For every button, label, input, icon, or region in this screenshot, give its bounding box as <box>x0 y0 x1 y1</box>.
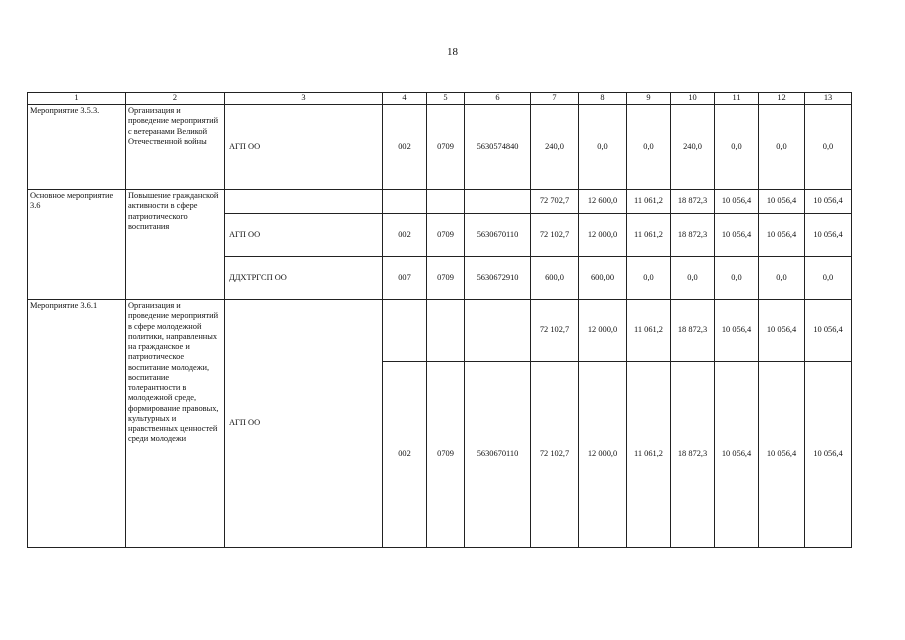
cell: 18 872,3 <box>671 214 715 257</box>
col-header: 1 <box>28 93 126 105</box>
responsible: АГП ОО <box>225 300 383 548</box>
cell <box>383 300 427 362</box>
event-description: Организация и проведение мероприятий в сфере молодежной политики, направленных на гражданское и патриотическое воспитание молодежи, воспитание толерантности в молодежной среде, формирование правовых, культурных и нравственных ценностей среди молодежи <box>126 300 225 548</box>
cell <box>427 300 465 362</box>
cell: 10 056,4 <box>759 190 805 214</box>
cell <box>383 190 427 214</box>
cell: 12 000,0 <box>579 214 627 257</box>
cell: 0,0 <box>759 257 805 300</box>
event-description: Повышение гражданской активности в сфере патриотического воспитания <box>126 190 225 300</box>
col-header: 8 <box>579 93 627 105</box>
table-row <box>28 300 852 362</box>
cell: 0709 <box>427 105 465 190</box>
cell <box>465 190 531 214</box>
page-number: 18 <box>447 46 458 58</box>
cell: 11 061,2 <box>627 362 671 548</box>
cell: 12 000,0 <box>579 362 627 548</box>
cell: 0,0 <box>759 105 805 190</box>
event-name: Мероприятие 3.6.1 <box>28 300 126 548</box>
responsible: АГП ОО <box>225 214 383 257</box>
cell: 72 102,7 <box>531 300 579 362</box>
cell: 10 056,4 <box>805 214 852 257</box>
cell <box>465 300 531 362</box>
cell: 002 <box>383 105 427 190</box>
cell: 10 056,4 <box>805 362 852 548</box>
event-name: Мероприятие 3.5.3. <box>28 105 126 190</box>
cell: 0709 <box>427 257 465 300</box>
cell: 5630670110 <box>465 362 531 548</box>
cell: 11 061,2 <box>627 300 671 362</box>
responsible: АГП ОО <box>225 105 383 190</box>
responsible: ДДХТРГСП ОО <box>225 257 383 300</box>
cell: 600,0 <box>531 257 579 300</box>
cell: 600,00 <box>579 257 627 300</box>
cell: 0,0 <box>579 105 627 190</box>
cell: 0,0 <box>805 105 852 190</box>
cell: 5630672910 <box>465 257 531 300</box>
cell: 72 702,7 <box>531 190 579 214</box>
event-name: Основное мероприятие 3.6 <box>28 190 126 300</box>
col-header: 4 <box>383 93 427 105</box>
cell: 18 872,3 <box>671 190 715 214</box>
cell <box>225 190 383 214</box>
cell: 10 056,4 <box>759 214 805 257</box>
event-description: Организация и проведение мероприятий с ветеранами Великой Отечественной войны <box>126 105 225 190</box>
cell: 0,0 <box>805 257 852 300</box>
cell: 10 056,4 <box>715 214 759 257</box>
col-header: 3 <box>225 93 383 105</box>
cell: 12 600,0 <box>579 190 627 214</box>
col-header: 5 <box>427 93 465 105</box>
col-header: 12 <box>759 93 805 105</box>
cell: 0,0 <box>627 105 671 190</box>
cell: 007 <box>383 257 427 300</box>
cell: 11 061,2 <box>627 214 671 257</box>
col-header: 7 <box>531 93 579 105</box>
cell: 10 056,4 <box>715 362 759 548</box>
cell: 11 061,2 <box>627 190 671 214</box>
cell: 0709 <box>427 214 465 257</box>
budget-table <box>27 92 852 548</box>
cell <box>427 190 465 214</box>
cell: 0,0 <box>627 257 671 300</box>
cell: 72 102,7 <box>531 362 579 548</box>
cell: 0,0 <box>715 105 759 190</box>
col-header: 2 <box>126 93 225 105</box>
cell: 10 056,4 <box>759 300 805 362</box>
cell: 10 056,4 <box>759 362 805 548</box>
cell: 0,0 <box>671 257 715 300</box>
cell: 5630574840 <box>465 105 531 190</box>
cell: 002 <box>383 214 427 257</box>
table-row <box>28 190 852 214</box>
cell: 72 102,7 <box>531 214 579 257</box>
cell: 10 056,4 <box>805 190 852 214</box>
cell: 240,0 <box>671 105 715 190</box>
col-header: 13 <box>805 93 852 105</box>
col-header: 10 <box>671 93 715 105</box>
cell: 10 056,4 <box>805 300 852 362</box>
cell: 10 056,4 <box>715 190 759 214</box>
cell: 12 000,0 <box>579 300 627 362</box>
cell: 002 <box>383 362 427 548</box>
col-header: 9 <box>627 93 671 105</box>
col-header: 11 <box>715 93 759 105</box>
cell: 18 872,3 <box>671 300 715 362</box>
cell: 0709 <box>427 362 465 548</box>
cell: 18 872,3 <box>671 362 715 548</box>
col-header: 6 <box>465 93 531 105</box>
cell: 0,0 <box>715 257 759 300</box>
cell: 240,0 <box>531 105 579 190</box>
cell: 10 056,4 <box>715 300 759 362</box>
table-row <box>28 105 852 190</box>
header-row <box>28 93 852 105</box>
cell: 5630670110 <box>465 214 531 257</box>
